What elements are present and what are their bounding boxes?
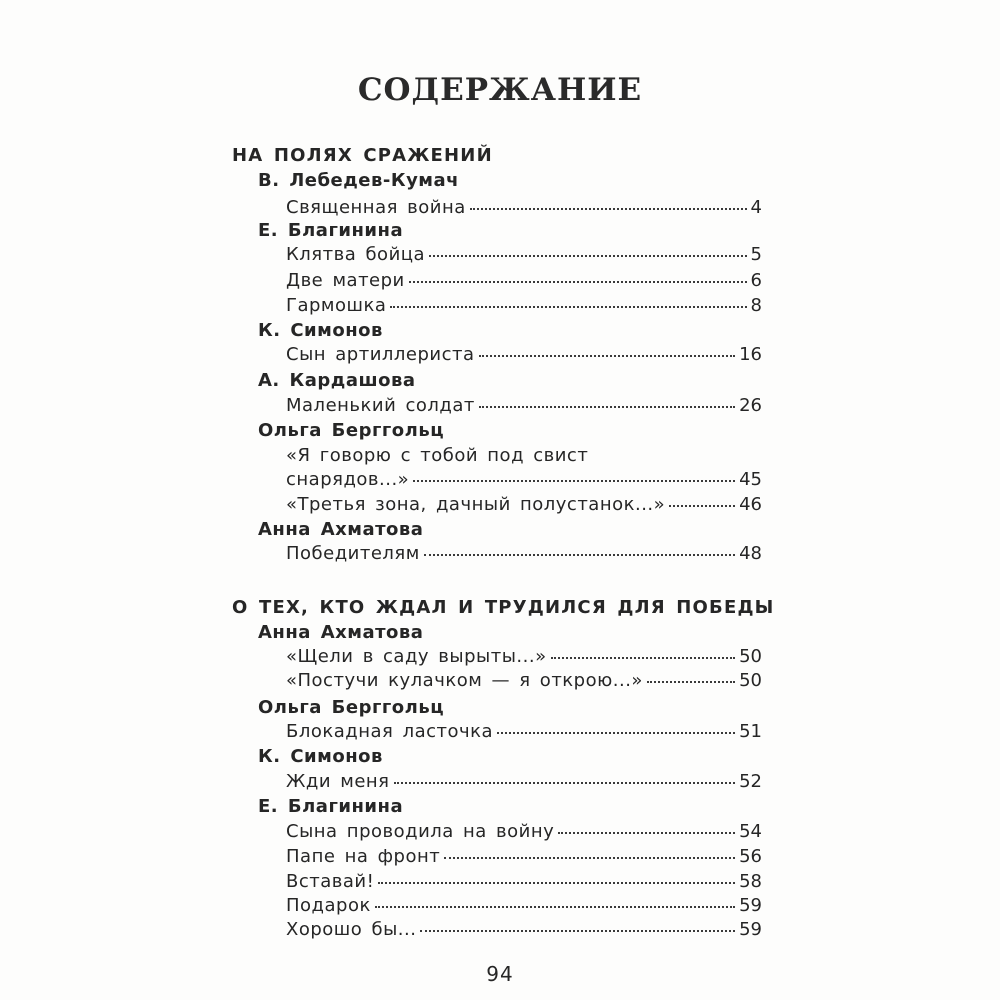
entry-title: Жди меня [286,771,390,792]
entry-title: Клятва бойца [286,244,426,265]
dot-leader [497,732,735,734]
entry-page: 58 [739,871,762,892]
toc-entry[interactable] [286,293,762,319]
entry-title: Вставай! [286,871,375,892]
entry-page: 4 [750,197,762,218]
entry-title: Маленький солдат [286,395,475,416]
page-number: 94 [486,962,514,986]
toc-entry[interactable] [286,541,762,567]
page-title: СОДЕРЖАНИЕ [357,72,643,108]
entry-page: 46 [739,494,762,515]
dot-leader [390,306,746,308]
entry-title: Папе на фронт [286,846,441,867]
toc-entry[interactable] [286,719,762,745]
dot-leader [669,505,735,507]
toc-entry[interactable] [286,917,762,943]
dot-leader [558,832,735,834]
dot-leader [375,906,735,908]
author-name: К. Симонов [258,320,383,341]
dot-leader [647,681,735,683]
author-name: А. Кардашова [258,370,416,391]
toc-entry[interactable] [286,668,762,694]
dot-leader [470,208,747,210]
entry-title: Хорошо бы... [286,919,417,940]
dot-leader [444,857,735,859]
entry-title: Священная война [286,197,466,218]
entry-title: «Щели в саду вырыты...» [286,646,547,667]
entry-title: Подарок [286,895,371,916]
author-name: Анна Ахматова [258,622,424,643]
toc-entry[interactable] [286,268,762,294]
author-name: Ольга Берггольц [258,697,445,718]
toc-entry[interactable] [286,819,762,845]
entry-page: 52 [739,771,762,792]
dot-leader [479,406,735,408]
author-name: В. Лебедев-Кумач [258,170,460,191]
dot-leader [420,930,735,932]
entry-page: 26 [739,395,762,416]
author-name: Е. Благинина [258,220,404,241]
section-heading: О ТЕХ, КТО ЖДАЛ И ТРУДИЛСЯ ДЛЯ ПОБЕДЫ [232,597,775,618]
entry-page: 45 [739,469,762,490]
entry-page: 6 [750,270,762,291]
toc-entry[interactable] [286,869,762,895]
dot-leader [409,281,747,283]
dot-leader [479,355,736,357]
entry-title: «Третья зона, дачный полустанок...» [286,494,666,515]
toc-entry[interactable] [286,844,762,870]
entry-title: Сына проводила на войну [286,821,555,842]
toc-entry[interactable] [286,467,762,493]
entry-title-continuation: снарядов...» [286,469,410,490]
entry-page: 16 [739,344,762,365]
toc-entry[interactable] [286,644,762,670]
entry-title: Сын артиллериста [286,344,475,365]
toc-entry[interactable] [286,492,762,518]
toc-entry[interactable] [286,893,762,919]
author-name: К. Симонов [258,746,383,767]
entry-page: 50 [739,670,762,691]
entry-page: 50 [739,646,762,667]
section-heading: НА ПОЛЯХ СРАЖЕНИЙ [232,145,493,166]
entry-title: Блокадная ласточка [286,721,494,742]
toc-entry-first-line[interactable] [286,443,762,469]
entry-page: 54 [739,821,762,842]
author-name: Е. Благинина [258,796,404,817]
entry-title: Гармошка [286,295,387,316]
entry-page: 59 [739,895,762,916]
dot-leader [429,255,746,257]
dot-leader [378,882,735,884]
toc-entry[interactable] [286,342,762,368]
dot-leader [394,782,736,784]
entry-title: Две матери [286,270,405,291]
toc-entry[interactable] [286,393,762,419]
toc-entry[interactable] [286,769,762,795]
entry-title: «Я говорю с тобой под свист [286,445,589,466]
entry-page: 51 [739,721,762,742]
author-name: Ольга Берггольц [258,420,445,441]
dot-leader [424,554,735,556]
dot-leader [551,657,735,659]
entry-title: Победителям [286,543,420,564]
entry-title: «Постучи кулачком — я открою...» [286,670,643,691]
entry-page: 48 [739,543,762,564]
entry-page: 5 [750,244,762,265]
entry-page: 56 [739,846,762,867]
dot-leader [413,480,735,482]
author-name: Анна Ахматова [258,519,424,540]
toc-entry[interactable] [286,242,762,268]
entry-page: 59 [739,919,762,940]
entry-page: 8 [750,295,762,316]
